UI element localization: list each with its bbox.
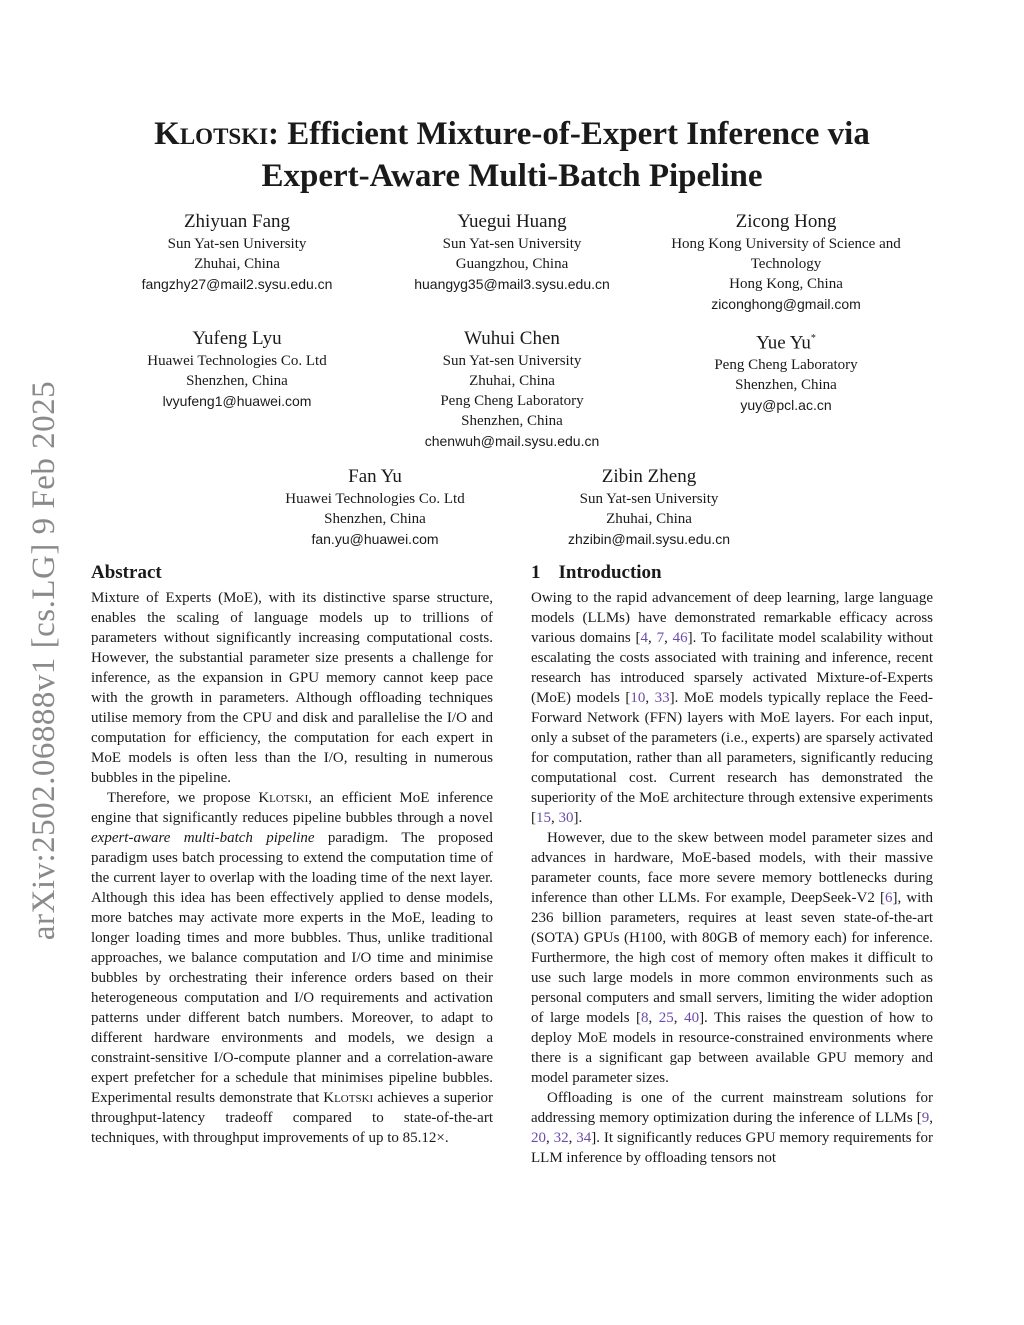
author-email: huangyg35@mail3.sysu.edu.cn	[414, 276, 610, 292]
section-title: Introduction	[558, 562, 662, 583]
citation-link[interactable]: 46	[672, 630, 688, 646]
author-block	[362, 210, 662, 294]
citation-link[interactable]: 32	[553, 1130, 569, 1146]
abstract-heading: Abstract	[91, 562, 162, 583]
system-name: Klotski	[154, 116, 269, 152]
author-name: Wuhui Chen	[464, 328, 560, 349]
author-name-text: Yue Yu	[756, 332, 811, 354]
author-block	[87, 210, 387, 294]
abstract-paragraph: Therefore, we propose Klotski, an efficient MoE inference engine that significantly reduces pipeline bubbles through a novel expert-aware multi-batch pipeline paradigm. The proposed paradigm uses batch processing to extend the computation time of the current layer to overlap with the loading time of the next layer. Although this idea has been effectively applied to dense models, more batches may activate more experts in the MoE, leading to longer loading times and more bubbles. Thus, unlike traditional approaches, we balance computation and I/O time and minimise bubbles by orchestrating their inference orders based on their heterogeneous computation and I/O requirements and activation patterns under different batch numbers. Moreover, to adapt to different hardware environments and models, we design a constraint-sensitive I/O-compute planner and a correlation-aware expert prefetcher for a schedule that minimises pipeline bubbles. Experimental results demonstrate that Klotski achieves a superior throughput-latency tradeoff compared to state-of-the-art techniques, with throughput improvements of up to 85.12×.	[91, 790, 494, 1146]
author-affiliation: Technology	[750, 256, 822, 272]
author-name: Yufeng Lyu	[192, 328, 282, 349]
author-location: Shenzhen, China	[324, 511, 426, 527]
introduction-paragraph: Offloading is one of the current mainstream solutions for addressing memory optimization during the inference of LLMs [9, 20, 32, 34]. It significantly reduces GPU memory requirements for LLM inference by offloading tensors not	[531, 1090, 933, 1166]
title-line2: Expert-Aware Multi-Batch Pipeline	[261, 158, 763, 194]
citation-link[interactable]: 6	[884, 890, 893, 906]
arxiv-identifier-text: arXiv:2502.06888v1 [cs.LG] 9 Feb 2025	[26, 380, 63, 940]
introduction-body	[531, 588, 933, 1168]
system-name: Klotski	[323, 1090, 374, 1106]
author-affiliation: Sun Yat-sen University	[442, 353, 582, 369]
author-location: Shenzhen, China	[735, 377, 837, 394]
section-number: 1	[531, 562, 541, 583]
author-affiliation: Sun Yat-sen University	[579, 491, 719, 507]
author-location: Zhuhai, China	[606, 511, 692, 527]
author-email: zhzibin@mail.sysu.edu.cn	[567, 531, 731, 547]
author-email: fangzhy27@mail2.sysu.edu.cn	[141, 276, 333, 292]
introduction-paragraph: Owing to the rapid advancement of deep learning, large language models (LLMs) have demonstrated remarkable efficacy across various domains [4, 7, 46]. To facilitate model scalability without escalating the costs associated with training and inference, recent research has introduced sparsely activated Mixture-of-Experts (MoE) models [10, 33]. MoE models typically replace the Feed-Forward Network (FFN) layers with MoE layers. For each input, only a subset of the parameters (i.e., experts) are sparsely activated for computation, rather than all parameters, significantly reducing computational cost. Current research has demonstrated the superiority of the MoE architecture through extensive experiments [15, 30].	[531, 590, 934, 826]
citation-link[interactable]: 15	[536, 810, 551, 826]
author-location: Zhuhai, China	[469, 373, 555, 389]
corresponding-author-marker: *	[810, 333, 816, 344]
author-name: Zibin Zheng	[601, 466, 697, 487]
author-name: Yuegui Huang	[457, 211, 567, 232]
author-location: Hong Kong, China	[729, 276, 843, 292]
citation-link[interactable]: 10	[630, 690, 646, 706]
author-email: yuy@pcl.ac.cn	[740, 397, 832, 414]
author-email: fan.yu@huawei.com	[311, 531, 439, 547]
citation-link[interactable]: 33	[654, 690, 670, 706]
citation-link[interactable]: 4	[640, 630, 649, 646]
author-affiliation: Sun Yat-sen University	[167, 236, 307, 252]
title-line1: : Efficient Mixture-of-Expert Inference via	[268, 116, 870, 152]
author-name	[636, 327, 936, 355]
author-block	[362, 327, 662, 451]
citation-link[interactable]: 7	[656, 630, 665, 646]
emphasis-term: expert-aware multi-batch pipeline	[91, 830, 315, 846]
citation-link[interactable]: 8	[641, 1010, 649, 1026]
arxiv-identifier-stamp	[14, 365, 76, 955]
author-location: Guangzhou, China	[455, 256, 569, 272]
abstract-paragraph: Mixture of Experts (MoE), with its distinctive sparse structure, enables the scaling of language models up to trillions of parameters without significantly increasing computational costs. However, the substantial parameter size presents a challenge for inference, as the expansion in GPU memory cannot keep pace with the growth in parameters. Although offloading techniques utilise memory from the CPU and disk and parallelise the I/O and computation for efficiency, the computation for each expert in MoE models is often less than the I/O, resulting in numerous bubbles in the pipeline.	[91, 590, 493, 786]
paper-title	[80, 113, 944, 197]
author-block	[636, 327, 936, 415]
author-name: Zicong Hong	[735, 211, 837, 232]
author-email: lvyufeng1@huawei.com	[162, 393, 312, 409]
author-email: ziconghong@gmail.com	[711, 296, 861, 312]
author-affiliation: Hong Kong University of Science and	[671, 236, 901, 252]
author-affiliation: Sun Yat-sen University	[442, 236, 582, 252]
author-block	[87, 327, 387, 411]
author-affiliation: Peng Cheng Laboratory	[714, 357, 858, 374]
citation-link[interactable]: 30	[558, 810, 574, 826]
citation-link[interactable]: 9	[921, 1110, 930, 1126]
system-name: Klotski	[258, 790, 309, 806]
author-block	[636, 210, 936, 314]
author-location: Zhuhai, China	[194, 256, 280, 272]
author-affiliation: Huawei Technologies Co. Ltd	[147, 353, 327, 369]
author-block	[225, 465, 525, 549]
citation-link[interactable]: 40	[684, 1010, 700, 1026]
citation-link[interactable]: 20	[531, 1130, 546, 1146]
author-location: Shenzhen, China	[186, 373, 288, 389]
author-affiliation: Huawei Technologies Co. Ltd	[285, 491, 465, 507]
citation-link[interactable]: 34	[576, 1130, 592, 1146]
citation-link[interactable]: 25	[658, 1010, 674, 1026]
introduction-heading	[531, 561, 662, 585]
author-block	[499, 465, 799, 549]
author-name: Fan Yu	[348, 466, 402, 487]
author-location: Shenzhen, China	[461, 413, 563, 429]
author-affiliation: Peng Cheng Laboratory	[440, 393, 584, 409]
author-email: chenwuh@mail.sysu.edu.cn	[424, 433, 600, 449]
abstract-body	[91, 588, 493, 1148]
author-name: Zhiyuan Fang	[183, 211, 291, 232]
introduction-paragraph: However, due to the skew between model parameter sizes and advances in hardware, MoE-based models, with their massive parameter counts, face more severe memory bottlenecks during inference than other LLMs. For example, DeepSeek-V2 [6], with 236 billion parameters, requires at least seven state-of-the-art (SOTA) GPUs (H100, with 80GB of memory each) for inference. Furthermore, the high cost of memory often makes it difficult to use such large models in more common environments such as personal computers and small servers, limiting the wider adoption of large models [8, 25, 40]. This raises the question of how to deploy MoE models in resource-constrained environments where there is a significant gap between available GPU memory and model parameter sizes.	[531, 830, 934, 1086]
